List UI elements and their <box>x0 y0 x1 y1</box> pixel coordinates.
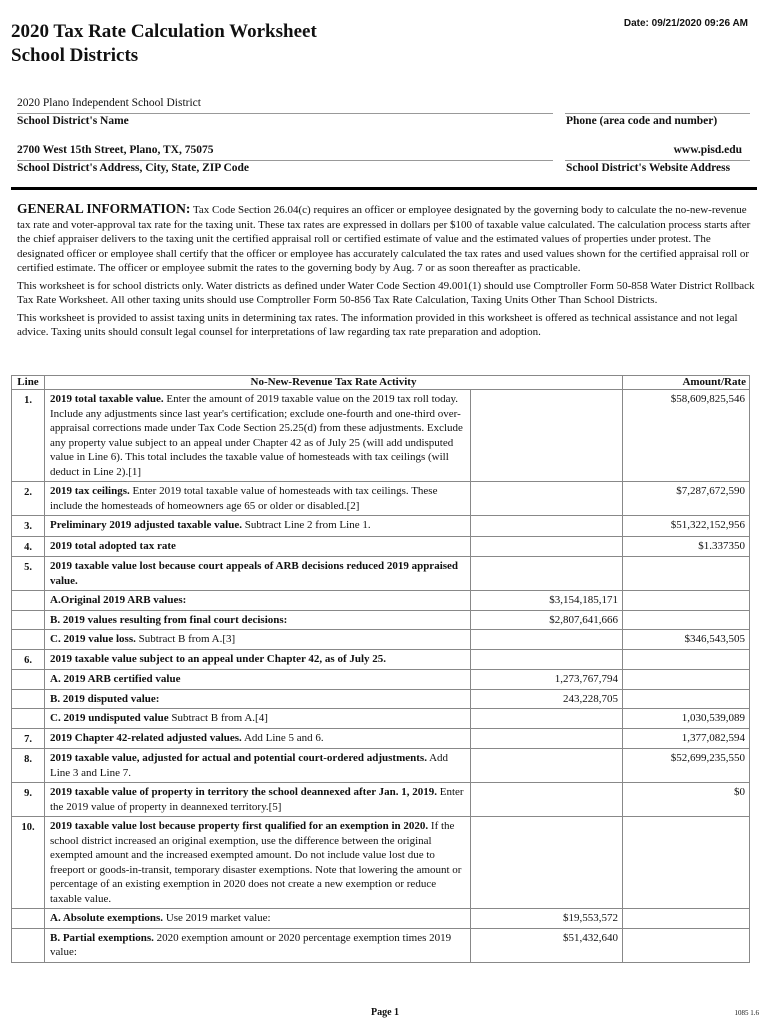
amount-rate: $52,699,235,550 <box>623 749 750 783</box>
sub-amount: 1,273,767,794 <box>471 670 623 690</box>
table-row <box>12 749 750 783</box>
amount-rate <box>623 670 750 690</box>
line-title: B. Partial exemptions. <box>50 931 154 944</box>
line-number <box>12 670 45 690</box>
line-number <box>12 689 45 709</box>
line-number <box>12 928 45 962</box>
district-name-value: 2020 Plano Independent School District <box>17 97 201 109</box>
sub-amount <box>471 482 623 516</box>
general-information <box>17 202 755 343</box>
general-info-text: Tax Code Section 26.04(c) requires an officer or employee designated by the governing body to calculate the no-new-revenue tax rate and voter-approval tax rate for the taxing unit. These tax rates are expressed in dollars per $100 of taxable value calculated. The calculation process starts after the chief appraiser delivers to the taxing unit the certified appraisal roll or certified estimate of value and the estimated values of properties under protest. The designated officer or employee shall certify that the officer or employee has accurately calculated the tax rates and used values shown for the certified appraisal roll or certified estimate. The officer or employee submit the rates to the governing body by Aug. 7 or as soon thereafter as practicable. <box>17 204 751 274</box>
amount-rate <box>623 909 750 929</box>
line-title: B. 2019 values resulting from final court decisions: <box>50 613 288 626</box>
table-row <box>12 390 750 482</box>
line-number: 5. <box>12 557 45 591</box>
sub-amount <box>471 709 623 729</box>
sub-amount <box>471 649 623 670</box>
line-instructions: Subtract Line 2 from Line 1. <box>241 519 371 531</box>
table-row <box>12 610 750 630</box>
title-line-1: 2020 Tax Rate Calculation Worksheet <box>11 21 317 42</box>
line-description <box>45 928 471 962</box>
page-number: Page 1 <box>370 1007 400 1018</box>
table-row <box>12 728 750 749</box>
line-description <box>45 783 471 817</box>
line-title: 2019 Chapter 42-related adjusted values. <box>50 731 242 744</box>
line-number: 7. <box>12 728 45 749</box>
line-title: B. 2019 disputed value: <box>50 692 160 705</box>
line-description <box>45 630 471 650</box>
line-title: 2019 taxable value lost because property first qualified for an exemption in 2020. <box>50 820 429 832</box>
line-number: 8. <box>12 749 45 783</box>
sub-amount <box>471 728 623 749</box>
table-row <box>12 516 750 537</box>
line-title: 2019 taxable value, adjusted for actual and potential court-ordered adjustments. <box>50 752 427 764</box>
line-description <box>45 482 471 516</box>
line-title: C. 2019 undisputed value <box>50 712 169 724</box>
amount-rate: $1.337350 <box>623 536 750 557</box>
district-address-label: School District's Address, City, State, ZIP Code <box>17 162 250 174</box>
amount-rate <box>623 610 750 630</box>
sub-amount: $19,553,572 <box>471 909 623 929</box>
line-description <box>45 817 471 909</box>
amount-rate: $58,609,825,546 <box>623 390 750 482</box>
line-description <box>45 557 471 591</box>
line-title: A.Original 2019 ARB values: <box>50 594 187 606</box>
line-number: 6. <box>12 649 45 670</box>
column-header-activity: No-New-Revenue Tax Rate Activity <box>45 376 623 390</box>
line-instructions: Enter the 2019 value of property in deannexed territory.[5] <box>50 786 464 813</box>
sub-amount <box>471 630 623 650</box>
amount-rate: $51,322,152,956 <box>623 516 750 537</box>
sub-amount <box>471 536 623 557</box>
table-row <box>12 689 750 709</box>
line-instructions: Enter 2019 total taxable value of homesteads with tax ceilings. These include the homesteads of homeowners age 65 or older or disabled.[2] <box>50 485 438 512</box>
table-row <box>12 649 750 670</box>
worksheet-rows <box>12 390 750 963</box>
form-number: 1085 1.6 <box>734 1009 759 1017</box>
line-title: 2019 total taxable value. <box>50 393 164 405</box>
line-number: 4. <box>12 536 45 557</box>
phone-label: Phone (area code and number) <box>566 115 718 127</box>
amount-rate <box>623 591 750 611</box>
website-value: www.pisd.edu <box>673 144 742 156</box>
amount-rate <box>623 689 750 709</box>
table-row <box>12 909 750 929</box>
amount-rate: $7,287,672,590 <box>623 482 750 516</box>
line-number: 9. <box>12 783 45 817</box>
line-title: 2019 taxable value lost because court appeals of ARB decisions reduced 2019 appraised value. <box>50 560 459 587</box>
amount-rate: 1,377,082,594 <box>623 728 750 749</box>
line-description <box>45 591 471 611</box>
line-title: 2019 taxable value of property in territory the school deannexed after Jan. 1, 2019. <box>50 786 437 798</box>
sub-amount: $51,432,640 <box>471 928 623 962</box>
line-description <box>45 649 471 670</box>
table-row <box>12 591 750 611</box>
line-instructions: Add Line 5 and 6. <box>241 731 324 744</box>
line-instructions: If the school district increased an original exemption, use the difference between the original exempted amount and the increased exempted amount. Do not include value lost due to freeport or goods-in-transit, temporary disaster exemptions. Note that lowering the amount or percentage of an existing exemption in 2020 does not create a new exemption or reduce taxable value. <box>50 820 462 905</box>
sub-amount <box>471 783 623 817</box>
line-instructions: Subtract B from A.[3] <box>135 633 236 645</box>
line-description <box>45 610 471 630</box>
sub-amount: $3,154,185,171 <box>471 591 623 611</box>
amount-rate <box>623 928 750 962</box>
line-number <box>12 610 45 630</box>
line-description <box>45 749 471 783</box>
line-number: 2. <box>12 482 45 516</box>
sub-amount: 243,228,705 <box>471 689 623 709</box>
general-info-paragraph-1 <box>17 202 755 276</box>
line-number <box>12 709 45 729</box>
page-title <box>11 20 317 68</box>
line-instructions: Enter the amount of 2019 taxable value on the 2019 tax roll today. Include any adjustments since last year's certification; exclude one-fourth and one-third over-appraisal corrections made under Tax Code Section 25.25(d) from these adjustments. Exclude any property value subject to an appeal under Chapter 42 as of July 25 (will add undisputed value in Line 6). This total includes the taxable value of homesteads with tax ceilings (will deduct in Line 2).[1] <box>50 393 463 478</box>
table-row <box>12 482 750 516</box>
line-number <box>12 909 45 929</box>
line-description <box>45 516 471 537</box>
title-line-2: School Districts <box>11 45 139 66</box>
general-info-paragraph-2: This worksheet is for school districts only. Water districts as defined under Water Code Section 49.001(1) should use Comptroller Form 50-858 Water District Rollback Tax Rate Worksheet. All other taxing units should use Comptroller Form 50-856 Tax Rate Calculation, Taxing Units Other Than School Districts. <box>17 279 755 306</box>
table-row <box>12 557 750 591</box>
divider <box>17 160 553 161</box>
line-description <box>45 728 471 749</box>
divider <box>565 113 750 114</box>
general-info-heading: GENERAL INFORMATION: <box>17 201 191 216</box>
table-row <box>12 928 750 962</box>
line-instructions: 2020 exemption amount or 2020 percentage exemption times 2019 value: <box>50 931 452 958</box>
line-title: 2019 taxable value subject to an appeal under Chapter 42, as of July 25. <box>50 652 387 665</box>
line-title: C. 2019 value loss. <box>50 633 136 645</box>
line-title: 2019 total adopted tax rate <box>50 539 176 552</box>
amount-rate <box>623 817 750 909</box>
table-row <box>12 536 750 557</box>
line-instructions: Subtract B from A.[4] <box>168 712 268 724</box>
table-header-row <box>12 376 750 390</box>
divider <box>17 113 553 114</box>
line-description <box>45 536 471 557</box>
divider <box>565 160 750 161</box>
line-number: 1. <box>12 390 45 482</box>
column-header-line: Line <box>12 376 45 390</box>
line-instructions: Add Line 3 and Line 7. <box>50 752 449 779</box>
table-row <box>12 630 750 650</box>
table-row <box>12 670 750 690</box>
line-number: 3. <box>12 516 45 537</box>
general-info-paragraph-3: This worksheet is provided to assist taxing units in determining tax rates. The information provided in this worksheet is offered as technical assistance and not legal advice. Taxing units should consult legal counsel for interpretations of law regarding tax rate preparation and adoption. <box>17 311 738 338</box>
amount-rate: $346,543,505 <box>623 630 750 650</box>
line-title: A. 2019 ARB certified value <box>50 673 181 685</box>
sub-amount <box>471 817 623 909</box>
amount-rate: 1,030,539,089 <box>623 709 750 729</box>
column-header-amount: Amount/Rate <box>623 376 750 390</box>
line-description <box>45 709 471 729</box>
sub-amount <box>471 390 623 482</box>
line-title: Preliminary 2019 adjusted taxable value. <box>50 519 242 531</box>
sub-amount <box>471 749 623 783</box>
line-description <box>45 390 471 482</box>
district-name-label: School District's Name <box>17 115 129 127</box>
line-number <box>12 630 45 650</box>
table-row <box>12 709 750 729</box>
section-divider <box>11 187 757 190</box>
sub-amount: $2,807,641,666 <box>471 610 623 630</box>
amount-rate <box>623 557 750 591</box>
sub-amount <box>471 557 623 591</box>
amount-rate <box>623 649 750 670</box>
website-label: School District's Website Address <box>566 162 731 174</box>
line-description <box>45 909 471 929</box>
print-date: Date: 09/21/2020 09:26 AM <box>623 18 748 29</box>
amount-rate: $0 <box>623 783 750 817</box>
line-instructions: Use 2019 market value: <box>163 912 271 924</box>
line-title: 2019 tax ceilings. <box>50 485 130 497</box>
table-row <box>12 817 750 909</box>
line-title: A. Absolute exemptions. <box>50 912 164 924</box>
sub-amount <box>471 516 623 537</box>
line-description <box>45 689 471 709</box>
line-number <box>12 591 45 611</box>
table-row <box>12 783 750 817</box>
district-address-value: 2700 West 15th Street, Plano, TX, 75075 <box>17 144 214 156</box>
line-description <box>45 670 471 690</box>
line-number: 10. <box>12 817 45 909</box>
worksheet-table <box>11 375 750 963</box>
